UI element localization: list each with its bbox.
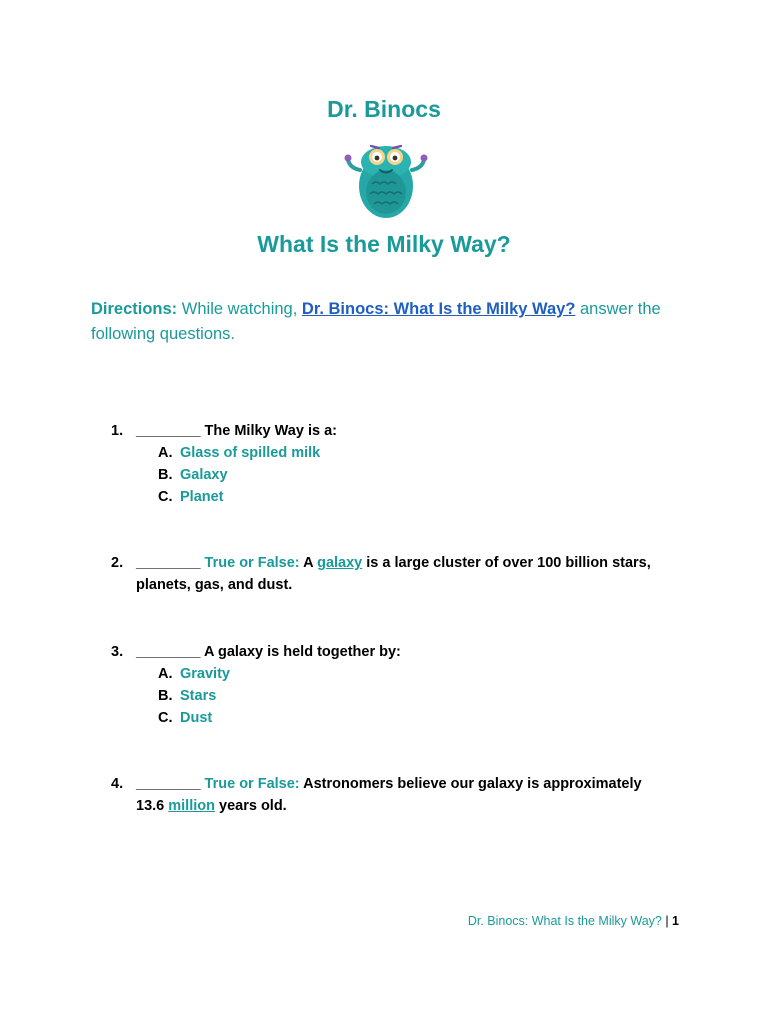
option-list	[111, 663, 691, 729]
page-footer	[468, 914, 679, 928]
line2-post: years old.	[214, 798, 287, 814]
question-2	[111, 552, 691, 596]
option-text: Glass of spilled milk	[180, 445, 321, 461]
line2-pre: 13.6	[136, 798, 169, 814]
option-a	[158, 442, 691, 464]
option-letter: B.	[158, 467, 173, 483]
directions-label: Directions:	[91, 300, 178, 318]
question-4	[111, 773, 691, 817]
option-text: Planet	[180, 489, 224, 505]
option-letter: B.	[158, 688, 173, 704]
option-b	[158, 685, 691, 707]
galaxy-link[interactable]: galaxy	[317, 555, 363, 571]
true-false-label: True or False:	[200, 555, 300, 571]
document-title: Dr. Binocs	[327, 96, 441, 122]
directions-text-pre: While watching,	[177, 300, 302, 318]
question-number: 4.	[111, 776, 124, 792]
directions	[91, 297, 691, 347]
million-link[interactable]: million	[168, 798, 215, 814]
question-3	[111, 641, 691, 729]
dr-binocs-mascot-icon	[344, 136, 428, 222]
option-c	[158, 707, 691, 729]
question-1	[111, 420, 691, 508]
answer-blank[interactable]: ________	[136, 555, 201, 571]
option-b	[158, 464, 691, 486]
question-text-line2	[111, 795, 691, 817]
footer-title: Dr. Binocs: What Is the Milky Way?	[467, 914, 662, 928]
document-subtitle: What Is the Milky Way?	[257, 231, 511, 257]
option-letter: C.	[158, 710, 173, 726]
answer-blank[interactable]: ________	[136, 423, 201, 439]
option-letter: A.	[158, 666, 173, 682]
option-a	[158, 663, 691, 685]
option-text: Galaxy	[180, 467, 228, 483]
footer-separator: |	[661, 914, 673, 928]
question-text-post: Astronomers believe our galaxy is approximately	[299, 776, 642, 792]
option-text: Stars	[180, 688, 217, 704]
option-letter: A.	[158, 445, 173, 461]
true-false-label: True or False:	[200, 776, 300, 792]
option-text: Dust	[180, 710, 213, 726]
option-letter: C.	[158, 489, 173, 505]
question-number: 2.	[111, 555, 124, 571]
question-number: 1.	[111, 423, 124, 439]
question-text: The Milky Way is a:	[200, 423, 337, 439]
question-text-line2: planets, gas, and dust.	[136, 577, 293, 593]
question-text: A galaxy is held together by:	[200, 644, 401, 660]
question-number: 3.	[111, 644, 124, 660]
answer-blank[interactable]: ________	[136, 644, 201, 660]
page-number: 1	[672, 914, 679, 928]
option-list	[111, 442, 691, 508]
directions-text-post: answer the following questions.	[91, 300, 661, 343]
option-text: Gravity	[180, 666, 230, 682]
question-text-pre: A	[299, 555, 318, 571]
video-link[interactable]: Dr. Binocs: What Is the Milky Way?	[301, 300, 576, 318]
option-c	[158, 486, 691, 508]
answer-blank[interactable]: ________	[136, 776, 201, 792]
question-text-post: is a large cluster of over 100 billion stars,	[362, 555, 651, 571]
